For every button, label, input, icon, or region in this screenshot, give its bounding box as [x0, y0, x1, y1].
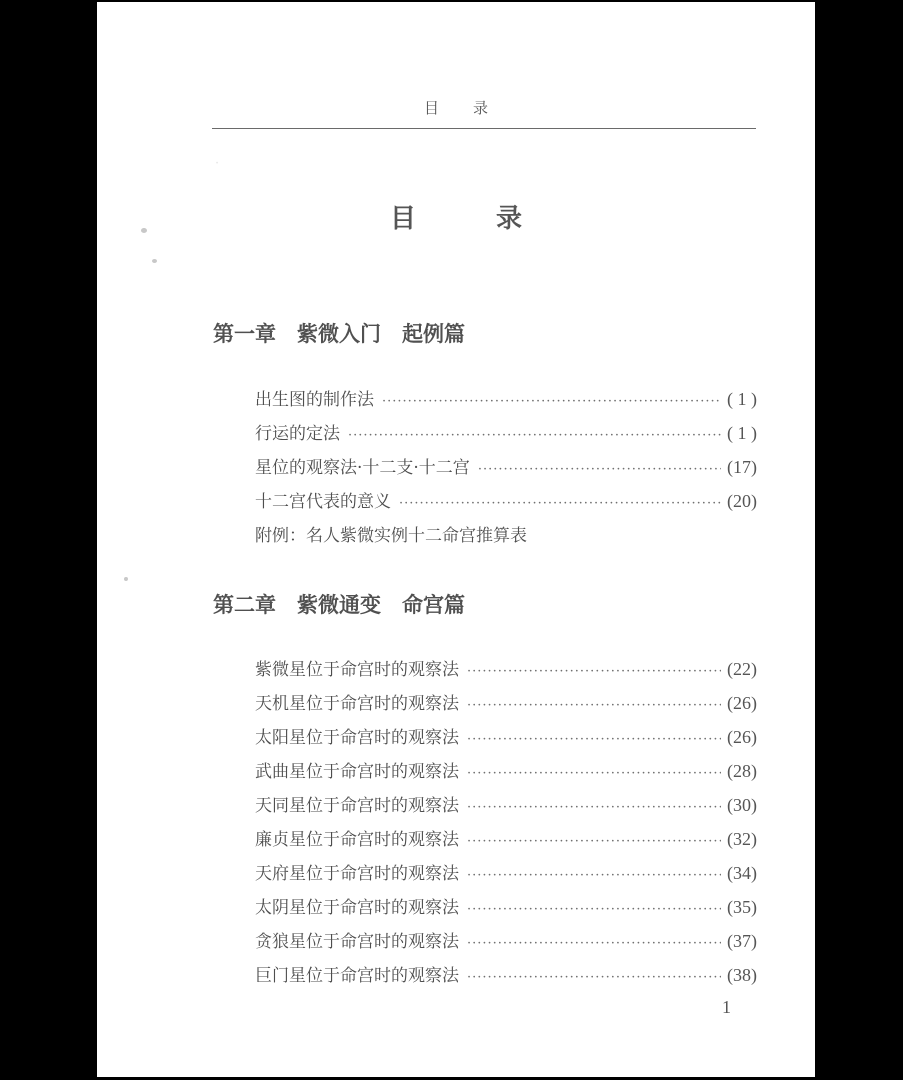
- toc-entry-title: 行运的定法: [255, 424, 340, 444]
- leader-dots: [399, 496, 721, 511]
- toc-entry-title: 太阴星位于命宫时的观察法: [255, 898, 459, 918]
- toc-entry-page: (34): [727, 863, 757, 883]
- toc-entry[interactable]: [255, 487, 757, 521]
- toc-entry[interactable]: [255, 723, 757, 757]
- leader-dots: [467, 664, 721, 679]
- leader-dots: [467, 800, 721, 815]
- toc-entry-title: 出生图的制作法: [255, 390, 374, 410]
- toc-entry-title: 天同星位于命宫时的观察法: [255, 796, 459, 816]
- toc-entry-title: 天机星位于命宫时的观察法: [255, 694, 459, 714]
- chapter-heading-1: 第一章 紫微入门 起例篇: [213, 322, 465, 346]
- toc-entry-title: 贪狼星位于命宫时的观察法: [255, 932, 459, 952]
- leader-dots: [467, 834, 721, 849]
- chapter-heading-2: 第二章 紫微通变 命宫篇: [213, 593, 465, 617]
- leader-dots: [467, 970, 721, 985]
- toc-entry-page: (38): [727, 965, 757, 985]
- running-header-left: 目: [423, 99, 439, 117]
- leader-dots: [348, 428, 721, 443]
- toc-entry-page: (32): [727, 829, 757, 849]
- leader-dots: [467, 902, 721, 917]
- toc-entry-page: (37): [727, 931, 757, 951]
- toc-entry-page: (26): [727, 693, 757, 713]
- toc-entry-title: 附例：名人紫微实例十二命宫推算表: [255, 526, 527, 546]
- running-header-right: 录: [473, 99, 489, 117]
- toc-entry[interactable]: [255, 757, 757, 791]
- toc-entry-title: 星位的观察法·十二支·十二宫: [255, 458, 470, 478]
- toc-entry-title: 紫微星位于命宫时的观察法: [255, 660, 459, 680]
- leader-dots: [467, 698, 721, 713]
- toc-entry-title: 太阳星位于命宫时的观察法: [255, 728, 459, 748]
- leader-dots: [467, 868, 721, 883]
- toc-entry-page: (28): [727, 761, 757, 781]
- toc-entry[interactable]: [255, 791, 757, 825]
- leader-dots: [467, 732, 721, 747]
- chapter-1-entries: [255, 385, 757, 555]
- toc-entry-title: 巨门星位于命宫时的观察法: [255, 966, 459, 986]
- toc-entry-page: (17): [727, 457, 757, 477]
- toc-entry[interactable]: [255, 859, 757, 893]
- leader-dots: [478, 462, 721, 477]
- leader-dots: [382, 394, 721, 409]
- toc-entry-page: (26): [727, 727, 757, 747]
- toc-entry-title: 廉贞星位于命宫时的观察法: [255, 830, 459, 850]
- toc-entry-page: (22): [727, 659, 757, 679]
- toc-entry[interactable]: [255, 385, 757, 419]
- toc-entry-title: 武曲星位于命宫时的观察法: [255, 762, 459, 782]
- toc-entry-page: (20): [727, 491, 757, 511]
- page-number: 1: [722, 997, 731, 1017]
- scan-speck: [152, 259, 157, 263]
- book-page: [97, 2, 815, 1077]
- toc-entry-page: (30): [727, 795, 757, 815]
- toc-entry-title: 天府星位于命宫时的观察法: [255, 864, 459, 884]
- toc-entry-title: 十二宫代表的意义: [255, 492, 391, 512]
- toc-entry[interactable]: [255, 825, 757, 859]
- toc-entry-page: ( 1 ): [727, 389, 757, 409]
- toc-entry[interactable]: [255, 689, 757, 723]
- toc-entry-page: (35): [727, 897, 757, 917]
- page-title-left: 目: [389, 204, 416, 234]
- running-header: [97, 97, 815, 118]
- toc-entry[interactable]: [255, 655, 757, 689]
- chapter-2-entries: [255, 655, 757, 995]
- header-rule: [212, 128, 756, 129]
- scan-speck: [124, 577, 128, 581]
- page-title-right: 录: [496, 204, 523, 234]
- page-title: [97, 198, 815, 235]
- toc-entry-page: ( 1 ): [727, 423, 757, 443]
- bleed-through-text: ·: [215, 156, 669, 171]
- leader-dots: [467, 936, 721, 951]
- toc-entry[interactable]: [255, 961, 757, 995]
- toc-entry[interactable]: [255, 419, 757, 453]
- toc-entry[interactable]: [255, 893, 757, 927]
- toc-entry-appendix[interactable]: [255, 521, 757, 555]
- toc-entry[interactable]: [255, 927, 757, 961]
- toc-entry[interactable]: [255, 453, 757, 487]
- leader-dots: [467, 766, 721, 781]
